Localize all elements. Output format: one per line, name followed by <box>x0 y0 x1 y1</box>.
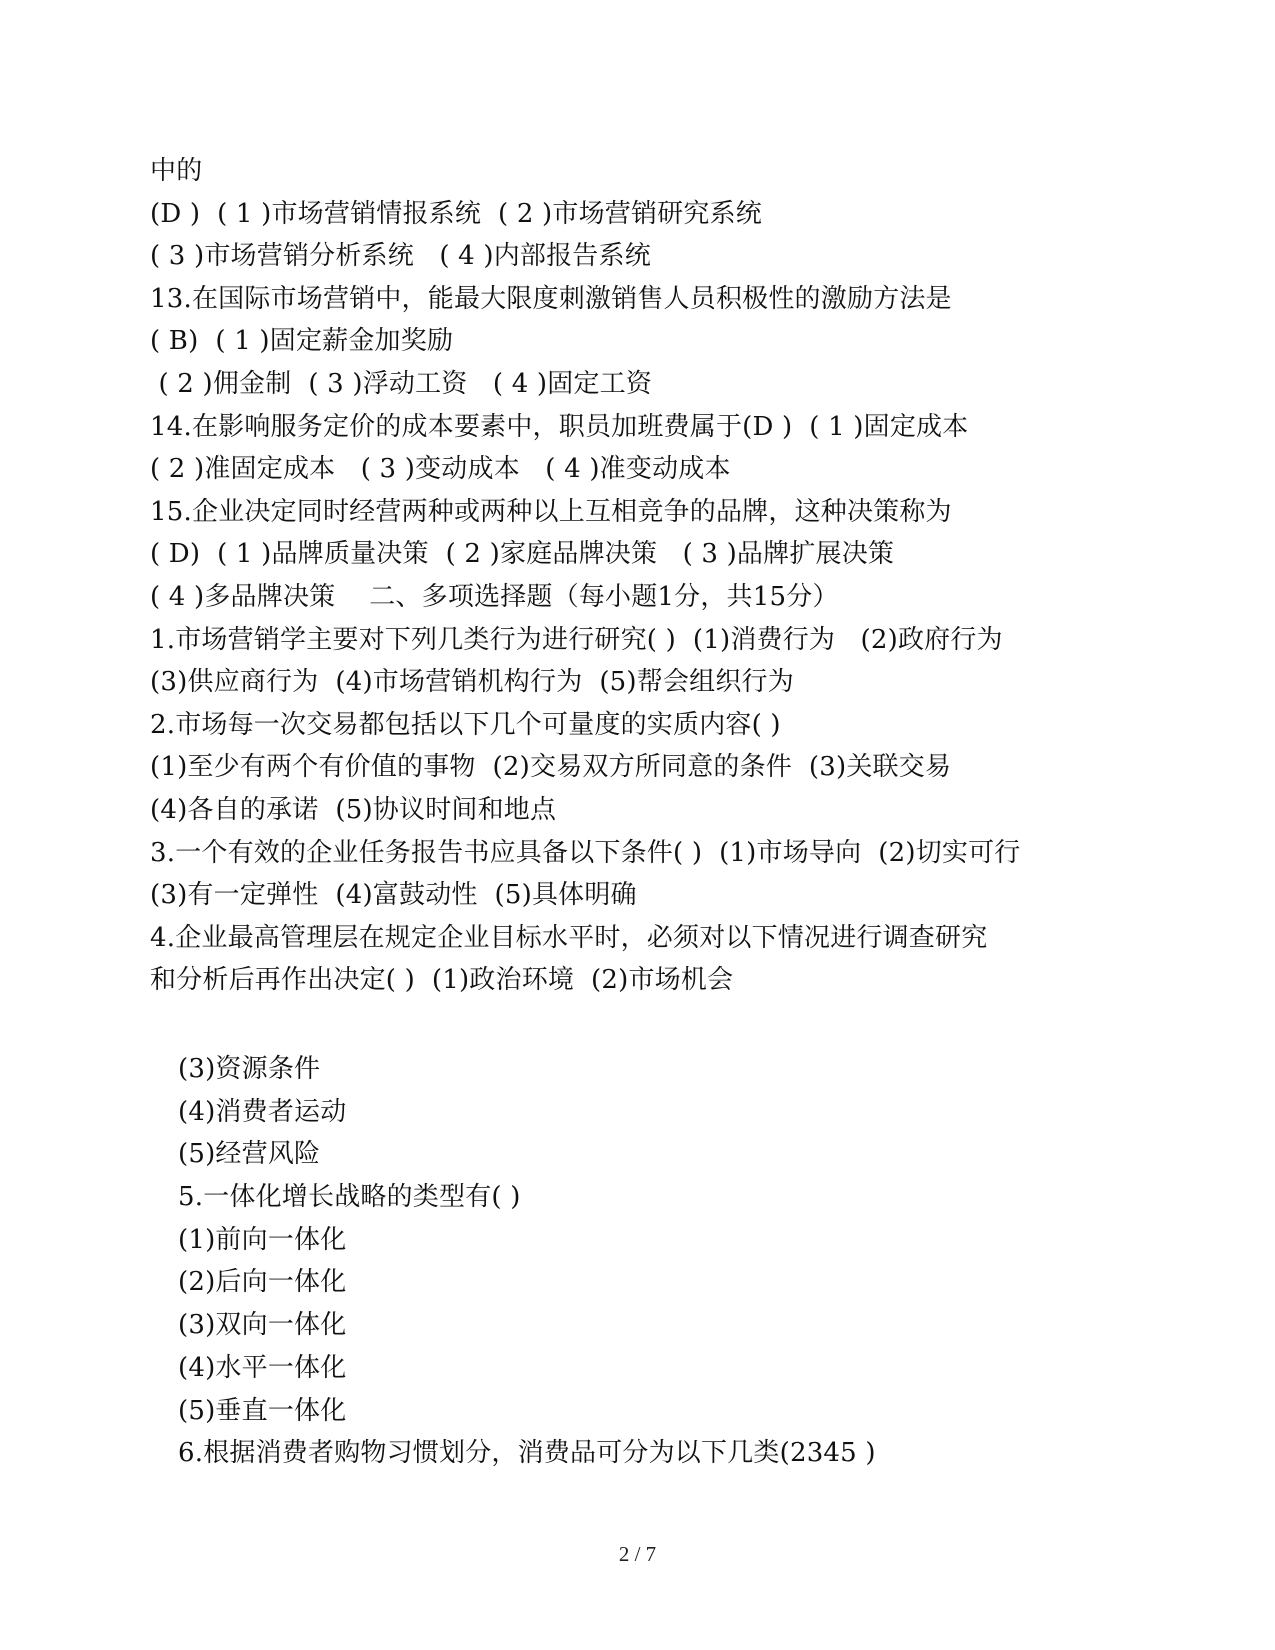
text-block-top <box>150 150 1200 1002</box>
option-line: (5)经营风险 <box>178 1139 321 1170</box>
text-line: 中的 <box>150 156 203 186</box>
text-line: (3)有一定弹性 (4)富鼓动性 (5)具体明确 <box>150 880 637 911</box>
page-number: 2 / 7 <box>618 1542 657 1566</box>
multi-question-6: 6.根据消费者购物习惯划分，消费品可分为以下几类(2345 ) <box>178 1438 876 1469</box>
option-line: (3)资源条件 <box>178 1054 321 1084</box>
text-line: ( B) ( 1 )固定薪金加奖励 <box>150 326 454 357</box>
multi-question-2: 2.市场每一次交易都包括以下几个可量度的实质内容( ) <box>150 709 781 740</box>
text-line: (D ) ( 1 )市场营销情报系统 ( 2 )市场营销研究系统 <box>150 198 762 229</box>
option-line: (2)后向一体化 <box>178 1267 347 1298</box>
text-line: (3)供应商行为 (4)市场营销机构行为 (5)帮会组织行为 <box>150 667 794 698</box>
question-14: 14.在影响服务定价的成本要素中，职员加班费属于(D ) ( 1 )固定成本 <box>150 411 969 442</box>
multi-question-3: 3.一个有效的企业任务报告书应具备以下条件( ) (1)市场导向 (2)切实可行 <box>150 837 1021 868</box>
text-line: ( 2 )准固定成本 ( 3 )变动成本 ( 4 )准变动成本 <box>150 454 731 485</box>
option-line: (1)前向一体化 <box>178 1224 347 1255</box>
text-line: ( 3 )市场营销分析系统 ( 4 )内部报告系统 <box>150 241 651 272</box>
multi-question-1: 1.市场营销学主要对下列几类行为进行研究( ) (1)消费行为 (2)政府行为 <box>150 624 1003 655</box>
text-line: 和分析后再作出决定( ) (1)政治环境 (2)市场机会 <box>150 965 734 996</box>
multi-question-5: 5.一体化增长战略的类型有( ) <box>178 1182 521 1213</box>
question-13: 13.在国际市场营销中，能最大限度刺激销售人员积极性的激励方法是 <box>150 283 952 314</box>
section-heading-line: ( 4 )多品牌决策 二、多项选择题（每小题1分，共15分） <box>150 581 839 612</box>
multi-question-4: 4.企业最高管理层在规定企业目标水平时，必须对以下情况进行调查研究 <box>150 922 988 953</box>
text-line: (1)至少有两个有价值的事物 (2)交易双方所同意的条件 (3)关联交易 <box>150 752 952 783</box>
option-line: (4)水平一体化 <box>178 1352 347 1383</box>
text-line: (4)各自的承诺 (5)协议时间和地点 <box>150 794 557 825</box>
question-15: 15.企业决定同时经营两种或两种以上互相竞争的品牌，这种决策称为 <box>150 496 952 527</box>
option-line: (4)消费者运动 <box>178 1096 347 1127</box>
text-line: ( 2 )佣金制 ( 3 )浮动工资 ( 4 )固定工资 <box>150 368 653 399</box>
option-line: (5)垂直一体化 <box>178 1395 347 1426</box>
text-block-bottom <box>178 1048 1178 1475</box>
text-line: ( D) ( 1 )品牌质量决策 ( 2 )家庭品牌决策 ( 3 )品牌扩展决策 <box>150 539 895 570</box>
option-line: (3)双向一体化 <box>178 1310 347 1341</box>
